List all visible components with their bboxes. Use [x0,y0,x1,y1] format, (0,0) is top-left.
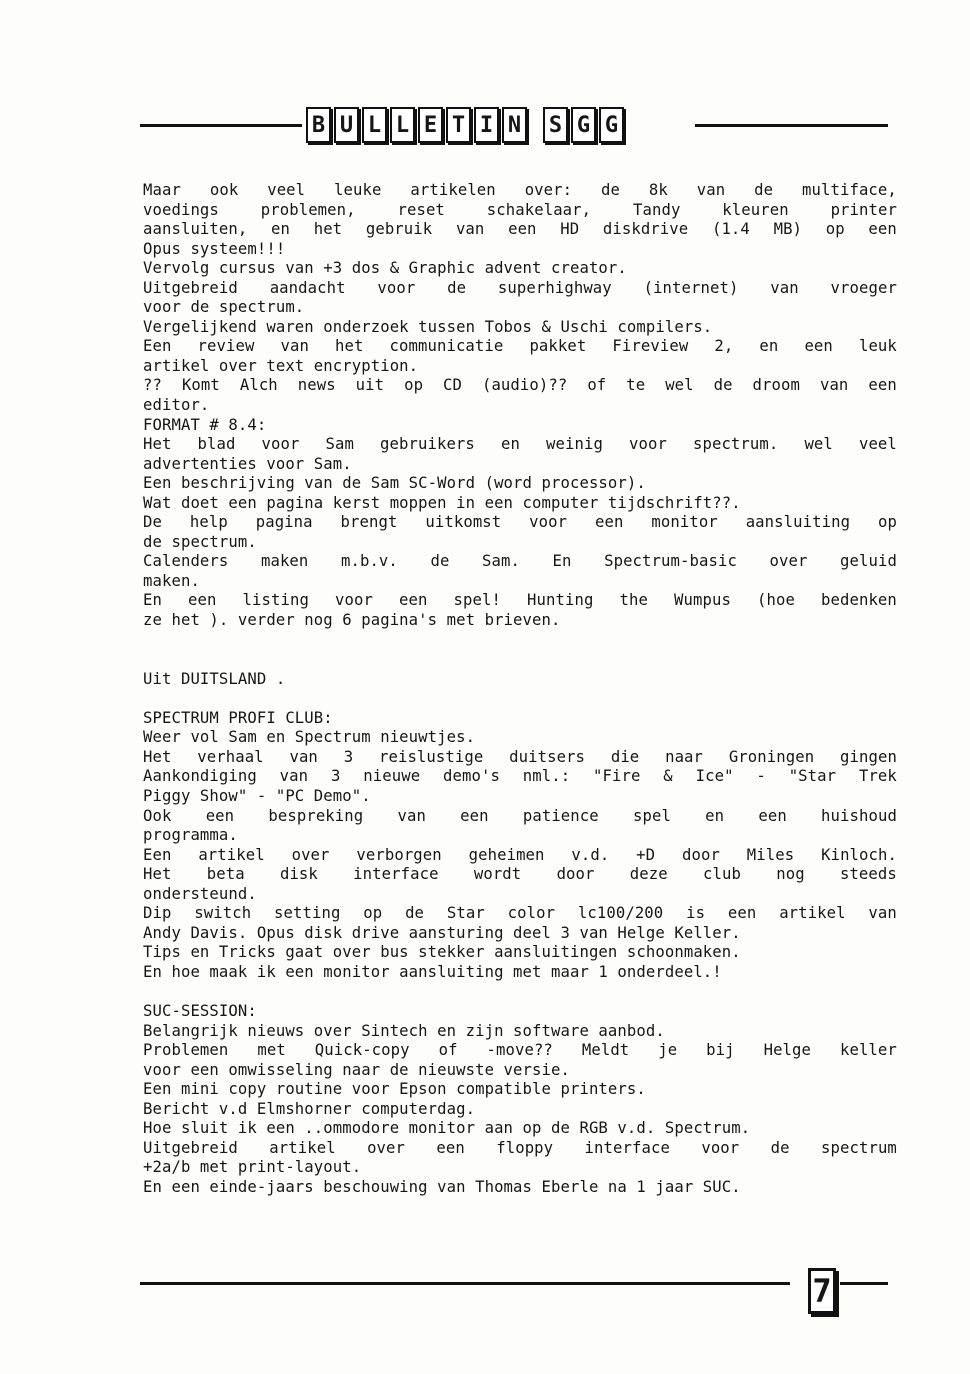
text-line: voedings problemen, reset schakelaar, Tandy kleuren printer [143,200,897,219]
title-spacer [530,107,540,143]
text-line: Wat doet een pagina kerst moppen in een computer tijdschrift??. [143,493,741,512]
text-line: programma. [143,826,238,845]
page-header [140,106,888,148]
text-line: Een mini copy routine voor Epson compatible printers. [143,1080,646,1099]
text-line: Het verhaal van 3 reislustige duitsers die naar Groningen gingen [143,747,897,766]
blank-line [143,689,897,709]
text-line: Uit DUITSLAND . [143,669,286,688]
text-line: Tips en Tricks gaat over bus stekker aansluitingen schoonmaken. [143,943,741,962]
footer-rule [140,1282,790,1285]
text-line: En een einde-jaars beschouwing van Thomas Eberle na 1 jaar SUC. [143,1177,741,1196]
text-line: FORMAT # 8.4: [143,415,267,434]
text-line: De help pagina brengt uitkomst voor een monitor aansluiting op [143,513,897,532]
text-line: +2a/b met print-layout. [143,1158,362,1177]
text-line: Het blad voor Sam gebruikers en weinig voor spectrum. wel veel [143,435,897,454]
text-line: advertenties voor Sam. [143,454,352,473]
title-letter-tile: L [390,107,415,143]
text-line: voor de spectrum. [143,298,305,317]
text-line: Andy Davis. Opus disk drive aansturing deel 3 van Helge Keller. [143,923,741,942]
blank-line [143,982,897,1002]
text-line: de spectrum. [143,532,257,551]
text-line: Ook een bespreking van een patience spel en een huishoud [143,806,897,825]
text-line: aansluiten, en het gebruik van een HD diskdrive (1.4 MB) op een [143,220,897,239]
text-line: Bericht v.d Elmshorner computerdag. [143,1099,476,1118]
text-line: Problemen met Quick-copy of -move?? Meldt je bij Helge keller [143,1041,897,1060]
title-letter-tile: S [543,107,568,143]
text-line: Weer vol Sam en Spectrum nieuwtjes. [143,728,476,747]
text-line: En hoe maak ik een monitor aansluiting met maar 1 onderdeel.! [143,962,722,981]
header-rule-left [140,124,302,127]
text-line: Uitgebreid artikel over een floppy interface voor de spectrum [143,1138,897,1157]
text-line: maken. [143,571,200,590]
text-line: Een beschrijving van de Sam SC-Word (word processor). [143,474,646,493]
text-line: Aankondiging van 3 nieuwe demo's nml.: "Fire & Ice" - "Star Trek [143,767,897,786]
text-line: artikel over text encryption. [143,356,419,375]
text-line: Maar ook veel leuke artikelen over: de 8k van de multiface, [143,181,897,199]
page-number: 7 [808,1268,836,1314]
text-line: ondersteund. [143,884,257,903]
text-line: Een review van het communicatie pakket Fireview 2, en een leuk [143,337,897,356]
text-line: Het beta disk interface wordt door deze club nog steeds [143,865,897,884]
article-text [143,181,897,1197]
title-letter-tile: G [599,107,624,143]
text-line: En een listing voor een spel! Hunting the Wumpus (hoe bedenken [143,591,897,610]
title-letter-tile: U [334,107,359,143]
header-rule-right [695,124,888,127]
text-line: Opus systeem!!! [143,239,286,258]
title-letter-tile: E [418,107,443,143]
text-line: Calenders maken m.b.v. de Sam. En Spectrum-basic over geluid [143,552,897,571]
page-footer [140,1268,888,1328]
title-letter-tile: G [571,107,596,143]
text-line: Belangrijk nieuws over Sintech en zijn software aanbod. [143,1021,665,1040]
text-line: SPECTRUM PROFI CLUB: [143,708,333,727]
text-line: voor een omwisseling naar de nieuwste versie. [143,1060,570,1079]
title-letter-tile: I [474,107,499,143]
title-letter-tile: L [362,107,387,143]
blank-line [143,650,897,670]
text-line: Dip switch setting op de Star color lc100/200 is een artikel van [143,904,897,923]
bulletin-sgg-logo [306,106,624,146]
text-line: Piggy Show" - "PC Demo". [143,786,371,805]
blank-line [143,631,897,651]
text-line: Vervolg cursus van +3 dos & Graphic advent creator. [143,259,627,278]
footer-rule-right [840,1282,888,1285]
title-letter-tile: N [502,107,527,143]
text-line: SUC-SESSION: [143,1001,257,1020]
text-line: Uitgebreid aandacht voor de superhighway (internet) van vroeger [143,278,897,297]
title-letter-tile: B [306,107,331,143]
text-line: ze het ). verder nog 6 pagina's met brieven. [143,611,561,630]
text-line: Een artikel over verborgen geheimen v.d. +D door Miles Kinloch. [143,845,897,864]
text-line: Vergelijkend waren onderzoek tussen Tobos & Uschi compilers. [143,317,713,336]
text-line: editor. [143,396,210,415]
text-line: Hoe sluit ik een ..ommodore monitor aan op de RGB v.d. Spectrum. [143,1119,751,1138]
text-line: ?? Komt Alch news uit op CD (audio)?? of te wel de droom van een [143,376,897,395]
title-letter-tile: T [446,107,471,143]
